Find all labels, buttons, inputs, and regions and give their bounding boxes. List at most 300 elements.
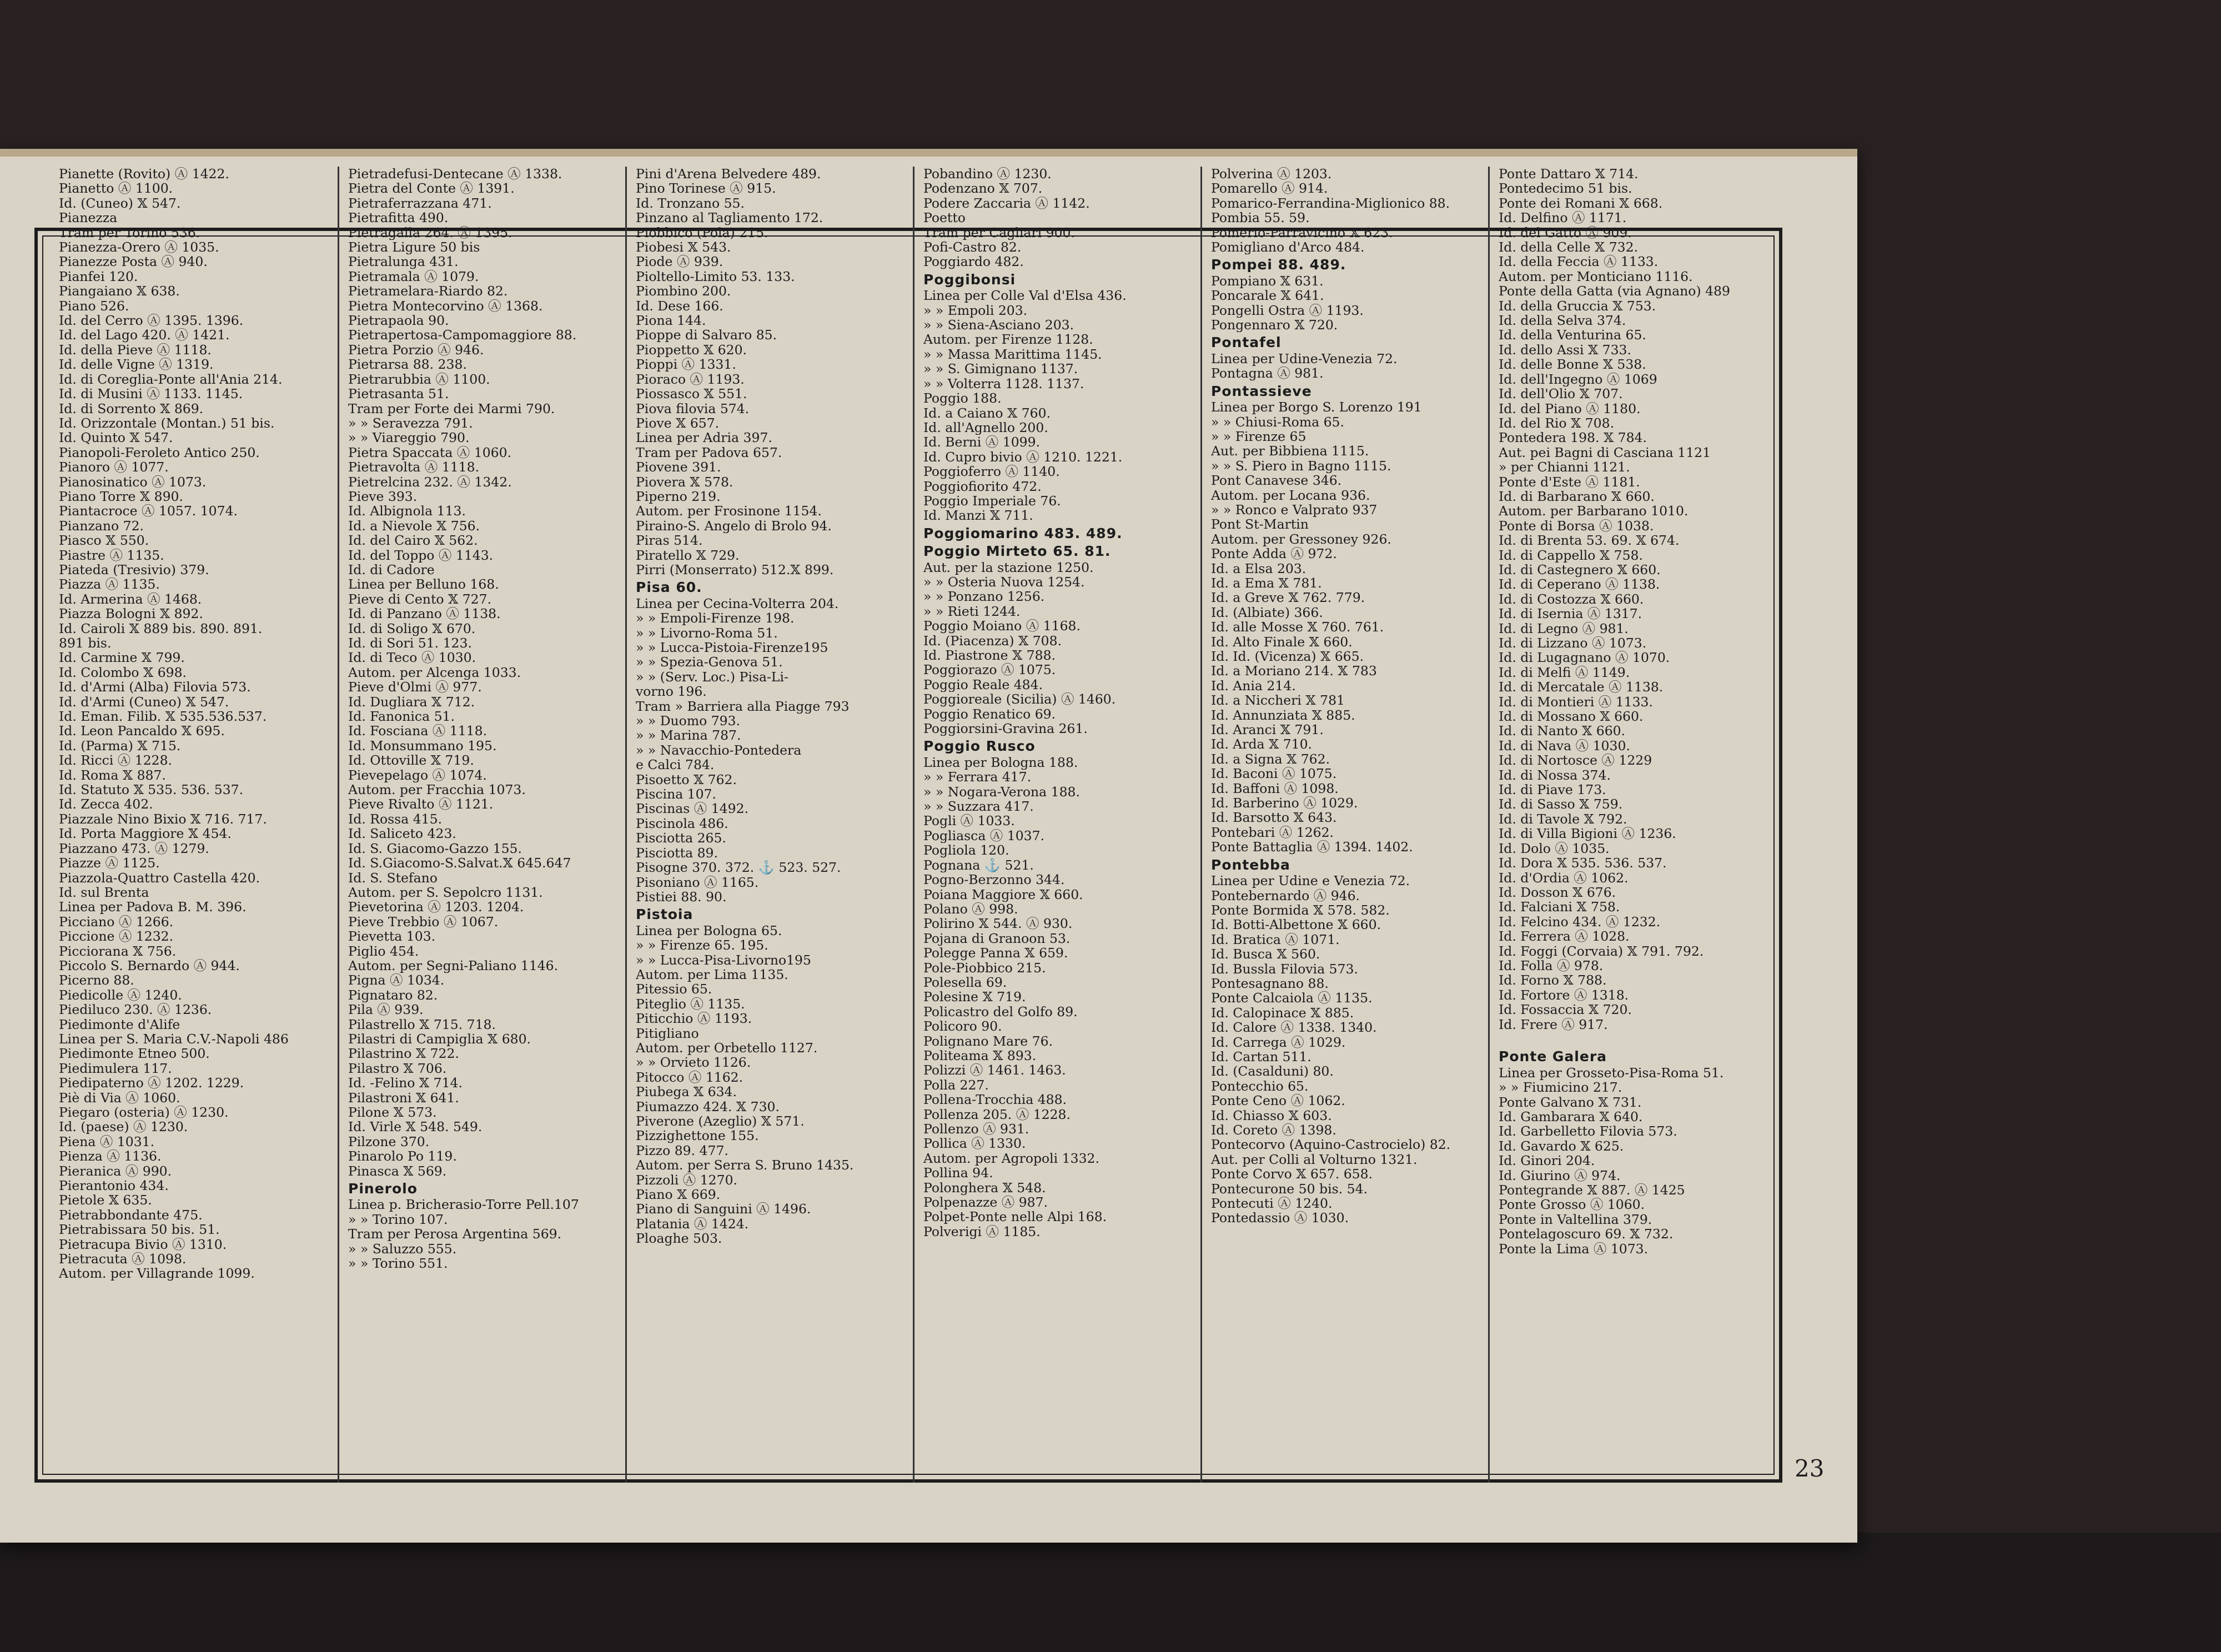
index-entry: Pianfei 120. — [59, 269, 138, 284]
index-entry: Id. di Nossa 374. — [1499, 767, 1611, 783]
index-entry: Piazze Ⓐ 1125. — [59, 856, 160, 871]
index-entry: Piglio 454. — [348, 943, 419, 958]
index-column-5 — [1200, 167, 1477, 1483]
index-entry: Id. Cairoli 𝕏 889 bis. 890. 891. — [59, 621, 263, 636]
index-entry: Pomarico-Ferrandina-Miglionico 88. — [1211, 195, 1450, 211]
index-entry: Ponte in Valtellina 379. — [1499, 1212, 1652, 1227]
index-entry: Id. del Rio 𝕏 708. — [1499, 415, 1615, 431]
index-entry: Piedimulera 117. — [59, 1061, 172, 1076]
index-entry: Id. Baffoni Ⓐ 1098. — [1211, 781, 1339, 796]
index-entry: Id. di Mercatale Ⓐ 1138. — [1499, 680, 1664, 695]
index-entry: Id. Quinto 𝕏 547. — [59, 430, 173, 445]
index-entry: Platania Ⓐ 1424. — [636, 1216, 749, 1232]
index-entry: Piedicolle Ⓐ 1240. — [59, 987, 182, 1003]
index-entry: Pignataro 82. — [348, 987, 438, 1003]
index-entry: Pontedera 198. 𝕏 784. — [1499, 430, 1647, 445]
index-entry: Id. della Gruccia 𝕏 753. — [1499, 298, 1656, 314]
index-entry: » » Lucca-Pistoia-Firenze195 — [636, 640, 828, 655]
index-entry: Piobesi 𝕏 543. — [636, 240, 731, 255]
index-entry: Pieve Rivalto Ⓐ 1121. — [348, 797, 494, 812]
index-entry: Pogno-Berzonno 344. — [923, 872, 1065, 887]
index-entry: Ponte Galera — [1499, 1050, 1607, 1064]
index-entry: Id. di Costozza 𝕏 660. — [1499, 591, 1644, 607]
index-entry: Pomigliano d'Arco 484. — [1211, 240, 1365, 255]
index-entry: Pietra Spaccata Ⓐ 1060. — [348, 445, 512, 460]
index-entry: Ponte Battaglia Ⓐ 1394. 1402. — [1211, 840, 1413, 855]
index-entry: Autom. per Serra S. Bruno 1435. — [636, 1158, 854, 1173]
index-entry: Pomerio-Parravicino 𝕏 623. — [1211, 225, 1393, 240]
index-entry: Pomarello Ⓐ 914. — [1211, 181, 1328, 196]
index-entry: Id. Busca 𝕏 560. — [1211, 947, 1320, 962]
index-column-2 — [338, 167, 614, 1483]
index-entry: Ponte Galvano 𝕏 731. — [1499, 1094, 1642, 1109]
index-entry: Pierantonio 434. — [59, 1178, 169, 1193]
index-entry: Pombia 55. 59. — [1211, 210, 1310, 225]
index-entry: Poggio 188. — [923, 391, 1002, 406]
index-entry: Pontegrande 𝕏 887. Ⓐ 1425 — [1499, 1183, 1685, 1198]
index-entry: Pilastrino 𝕏 722. — [348, 1046, 459, 1061]
index-entry: Pobandino Ⓐ 1230. — [923, 167, 1052, 182]
index-entry: Pisa 60. — [636, 580, 702, 595]
index-column-4 — [913, 167, 1189, 1483]
index-entry: Polignano Mare 76. — [923, 1033, 1053, 1048]
index-entry: Pizzo 89. 477. — [636, 1143, 728, 1158]
index-entry: Id. Carrega Ⓐ 1029. — [1211, 1035, 1346, 1050]
index-entry: Tram per Forte dei Marmi 790. — [348, 401, 555, 416]
index-entry: Piano 526. — [59, 298, 129, 314]
index-entry: Ponte d'Este Ⓐ 1181. — [1499, 474, 1640, 489]
index-entry: Linea per Adria 397. — [636, 430, 772, 445]
index-entry: Id. Felcino 434. Ⓐ 1232. — [1499, 914, 1661, 930]
index-entry: Id. di Brenta 53. 69. 𝕏 674. — [1499, 533, 1680, 548]
index-entry: Poncarale 𝕏 641. — [1211, 288, 1324, 303]
index-entry: Poiana Maggiore 𝕏 660. — [923, 887, 1083, 902]
index-entry: Id. di Lizzano Ⓐ 1073. — [1499, 636, 1647, 651]
index-entry: Id. di Lugagnano Ⓐ 1070. — [1499, 650, 1670, 665]
index-entry: Linea per Colle Val d'Elsa 436. — [923, 288, 1127, 303]
index-entry: Pioppe di Salvaro 85. — [636, 328, 777, 343]
index-entry: Tram per Perosa Argentina 569. — [348, 1227, 562, 1242]
index-entry: Id. Alto Finale 𝕏 660. — [1211, 634, 1353, 649]
index-entry: Id. Botti-Albettone 𝕏 660. — [1211, 917, 1381, 932]
index-entry: Piasco 𝕏 550. — [59, 533, 149, 548]
index-entry: Id. di Nava Ⓐ 1030. — [1499, 738, 1630, 754]
index-entry: Pietralunga 431. — [348, 254, 459, 269]
index-entry: Id. d'Ordia Ⓐ 1062. — [1499, 870, 1629, 885]
index-entry: Linea per Borgo S. Lorenzo 191 — [1211, 400, 1422, 415]
index-entry: Id. Rossa 415. — [348, 811, 443, 827]
index-entry: Pianzano 72. — [59, 518, 144, 534]
index-entry: Pietraferrazzana 471. — [348, 195, 492, 211]
index-entry: Autom. per Barbarano 1010. — [1499, 504, 1689, 519]
index-entry: » » Volterra 1128. 1137. — [923, 376, 1084, 391]
index-entry: Tram per Padova 657. — [636, 445, 782, 460]
index-entry: Tram per Torino 536. — [59, 225, 200, 240]
index-entry: Pilastri di Campiglia 𝕏 680. — [348, 1031, 531, 1047]
index-entry: Ponte Adda Ⓐ 972. — [1211, 546, 1337, 561]
index-entry — [1499, 1032, 1761, 1046]
index-entry: Linea per Udine e Venezia 72. — [1211, 873, 1410, 888]
index-entry: Id. della Selva 374. — [1499, 313, 1626, 328]
index-entry: Piazzola-Quattro Castella 420. — [59, 870, 260, 885]
index-entry: Linea per S. Maria C.V.-Napoli 486 — [59, 1031, 289, 1047]
index-entry: Id. Fosciana Ⓐ 1118. — [348, 724, 488, 739]
index-entry: » per Chianni 1121. — [1499, 460, 1630, 475]
index-entry: Id. di Panzano Ⓐ 1138. — [348, 606, 501, 621]
index-entry: Id. Ania 214. — [1211, 678, 1296, 694]
index-entry: Pontagna Ⓐ 981. — [1211, 366, 1324, 381]
index-entry: Pietrarsa 88. 238. — [348, 357, 467, 372]
index-entry: Pioraco Ⓐ 1193. — [636, 371, 745, 387]
index-entry: Autom. per Villagrande 1099. — [59, 1266, 255, 1281]
index-entry: Pietra Montecorvino Ⓐ 1368. — [348, 298, 543, 314]
index-entry: Polirino 𝕏 544. Ⓐ 930. — [923, 916, 1073, 931]
index-entry: » » Osteria Nuova 1254. — [923, 574, 1085, 590]
index-column-6 — [1488, 167, 1765, 1483]
index-entry: Linea per Cecina-Volterra 204. — [636, 596, 839, 611]
index-entry: Pontecuti Ⓐ 1240. — [1211, 1196, 1333, 1211]
index-entry: Id. del Piano Ⓐ 1180. — [1499, 401, 1641, 416]
index-entry: Pollica Ⓐ 1330. — [923, 1136, 1026, 1151]
index-entry: » » (Serv. Loc.) Pisa-Li- — [636, 669, 788, 685]
index-entry: Pilzone 370. — [348, 1134, 430, 1149]
index-entry: Pietramelara-Riardo 82. — [348, 284, 508, 299]
index-entry: Id. sul Brenta — [59, 885, 149, 900]
index-entry: Id. Aranci 𝕏 791. — [1211, 722, 1324, 737]
index-entry: Pino Torinese Ⓐ 915. — [636, 181, 776, 196]
index-entry: Pontecurone 50 bis. 54. — [1211, 1181, 1368, 1197]
index-entry: Piano di Sanguini Ⓐ 1496. — [636, 1202, 811, 1217]
index-entry: Pilastro 𝕏 706. — [348, 1061, 447, 1076]
index-entry: Id. di Melfi Ⓐ 1149. — [1499, 665, 1630, 680]
index-entry: Piediluco 230. Ⓐ 1236. — [59, 1002, 212, 1017]
index-entry: Piombino 200. — [636, 284, 731, 299]
index-entry: Pitessio 65. — [636, 982, 712, 997]
index-entry: » » Chiusi-Roma 65. — [1211, 414, 1344, 429]
index-entry: Pietole 𝕏 635. — [59, 1193, 152, 1208]
index-entry: Pizzighettone 155. — [636, 1128, 759, 1143]
index-entry: Pianopoli-Feroleto Antico 250. — [59, 445, 260, 460]
index-entry: Pisoniano Ⓐ 1165. — [636, 875, 759, 890]
index-entry: » » Fiumicino 217. — [1499, 1080, 1622, 1095]
index-entry: Piscina 107. — [636, 787, 717, 802]
index-entry: Poggibonsi — [923, 272, 1016, 288]
index-entry: Id. a Niccheri 𝕏 781 — [1211, 693, 1345, 708]
index-entry: Pontecchio 65. — [1211, 1078, 1309, 1094]
index-entry: Polano Ⓐ 998. — [923, 901, 1018, 917]
index-entry: Policastro del Golfo 89. — [923, 1004, 1078, 1020]
index-entry: Id. a Signa 𝕏 762. — [1211, 751, 1330, 767]
page-number: 23 — [1795, 1455, 1825, 1482]
index-entry: Id. Fortore Ⓐ 1318. — [1499, 987, 1629, 1003]
index-entry: e Calci 784. — [636, 757, 715, 772]
index-entry: Id. a Greve 𝕏 762. 779. — [1211, 590, 1365, 605]
index-entry: Policoro 90. — [923, 1019, 1002, 1034]
index-entry: Piras 514. — [636, 533, 703, 548]
index-entry: Piano Torre 𝕏 890. — [59, 489, 183, 504]
index-entry: Poggiomarino 483. 489. — [923, 526, 1123, 541]
index-entry: Id. di Nortosce Ⓐ 1229 — [1499, 753, 1652, 768]
index-entry: Pigna Ⓐ 1034. — [348, 973, 445, 988]
index-entry: Poggiorazo Ⓐ 1075. — [923, 662, 1056, 677]
index-entry: Linea per Bologna 65. — [636, 923, 782, 938]
index-entry: Id. S. Giacomo-Gazzo 155. — [348, 841, 522, 856]
index-entry: Polesine 𝕏 719. — [923, 990, 1026, 1005]
index-entry: Autom. per Gressoney 926. — [1211, 531, 1391, 547]
page-edge — [0, 149, 1857, 157]
index-entry: Pioppetto 𝕏 620. — [636, 342, 747, 358]
index-entry: Id. Fossaccia 𝕏 720. — [1499, 1002, 1632, 1017]
index-entry: Pianette (Rovito) Ⓐ 1422. — [59, 167, 229, 182]
index-entry: » » Empoli-Firenze 198. — [636, 611, 795, 626]
index-entry: Pieve 393. — [348, 489, 418, 504]
index-entry: Polpet-Ponte nelle Alpi 168. — [923, 1209, 1107, 1224]
index-entry: » » Ronco e Valprato 937 — [1211, 502, 1378, 518]
index-entry: » » Torino 107. — [348, 1212, 448, 1227]
index-entry: Pontesagnano 88. — [1211, 976, 1329, 991]
index-entry: Pistiei 88. 90. — [636, 889, 727, 905]
index-entry: Polverina Ⓐ 1203. — [1211, 167, 1332, 182]
index-entry: Pontedassio Ⓐ 1030. — [1211, 1211, 1349, 1226]
index-entry: Picerno 88. — [59, 973, 134, 988]
index-entry: Id. S.Giacomo-S.Salvat.𝕏 645.647 — [348, 856, 571, 871]
index-entry: Id. di Sorrento 𝕏 869. — [59, 401, 204, 416]
index-entry: Id. Chiasso 𝕏 603. — [1211, 1108, 1332, 1123]
index-entry: Piastre Ⓐ 1135. — [59, 548, 164, 563]
index-entry: Id. Saliceto 423. — [348, 826, 456, 841]
index-entry: Piangaiano 𝕏 638. — [59, 284, 180, 299]
index-entry: Pontedecimo 51 bis. — [1499, 181, 1632, 196]
index-entry: Pilone 𝕏 573. — [348, 1105, 437, 1120]
index-entry: Linea per Padova B. M. 396. — [59, 900, 247, 915]
index-entry: Piova filovia 574. — [636, 401, 750, 416]
index-entry: Aut. per Colli al Volturno 1321. — [1211, 1152, 1418, 1167]
index-entry: Piscinola 486. — [636, 816, 728, 831]
index-entry: Pioltello-Limito 53. 133. — [636, 269, 795, 284]
index-entry: Id. d'Armi (Alba) Filovia 573. — [59, 680, 251, 695]
index-entry: Id. di Legno Ⓐ 981. — [1499, 621, 1629, 636]
index-entry: » » Siena-Asciano 203. — [923, 318, 1074, 333]
index-entry: Id. Albignola 113. — [348, 504, 466, 519]
index-entry: Id. Forno 𝕏 788. — [1499, 973, 1607, 988]
index-entry: Pietrabbondante 475. — [59, 1207, 203, 1223]
index-entry: Id. Barberino Ⓐ 1029. — [1211, 796, 1358, 811]
index-entry: Poggio Rusco — [923, 739, 1036, 754]
index-entry: Pietramala Ⓐ 1079. — [348, 269, 479, 284]
index-entry: Piratello 𝕏 729. — [636, 548, 740, 563]
index-entry: Aut. pei Bagni di Casciana 1121 — [1499, 445, 1711, 460]
index-entry: Id. Dugliara 𝕏 712. — [348, 694, 475, 710]
index-entry: Pontecorvo (Aquino-Castrocielo) 82. — [1211, 1137, 1451, 1152]
index-entry: Pompiano 𝕏 631. — [1211, 273, 1324, 289]
index-entry: Pievetta 103. — [348, 929, 436, 944]
index-entry: Polverigi Ⓐ 1185. — [923, 1224, 1041, 1239]
index-entry: Pompei 88. 489. — [1211, 258, 1346, 273]
index-entry: Ponte Dattaro 𝕏 714. — [1499, 167, 1639, 182]
index-entry: Picciorana 𝕏 756. — [59, 943, 177, 958]
index-entry: » » Livorno-Roma 51. — [636, 625, 778, 640]
index-entry: Pievetorina Ⓐ 1203. 1204. — [348, 900, 524, 915]
index-entry: » » Lucca-Pisa-Livorno195 — [636, 952, 811, 967]
index-entry: Piode Ⓐ 939. — [636, 254, 723, 269]
index-entry: Pogli Ⓐ 1033. — [923, 814, 1015, 828]
index-entry: Id. di Coreglia-Ponte all'Ania 214. — [59, 371, 283, 387]
index-entry: Poggiorsini-Gravina 261. — [923, 721, 1088, 736]
index-entry: Pont St-Martin — [1211, 517, 1309, 532]
index-entry: Id. di Barbarano 𝕏 660. — [1499, 489, 1655, 504]
index-entry: Id. di Piave 173. — [1499, 782, 1606, 797]
index-entry: Id. (Piacenza) 𝕏 708. — [923, 633, 1062, 648]
index-entry: Pila Ⓐ 939. — [348, 1002, 424, 1017]
index-entry: Piteglio Ⓐ 1135. — [636, 996, 745, 1012]
index-entry: Id. Id. (Vicenza) 𝕏 665. — [1211, 649, 1364, 664]
index-entry: Piovera 𝕏 578. — [636, 474, 733, 489]
background-bottom — [0, 1533, 2221, 1652]
index-entry: Polonghera 𝕏 548. — [923, 1180, 1046, 1196]
index-entry: Ponte Calcaiola Ⓐ 1135. — [1211, 991, 1373, 1006]
index-entry: Id. Ottoville 𝕏 719. — [348, 753, 474, 768]
index-entry: Ponte Ceno Ⓐ 1062. — [1211, 1093, 1345, 1108]
index-entry: Piperno 219. — [636, 489, 721, 504]
index-entry: Pinerolo — [348, 1182, 418, 1197]
index-entry: » » S. Gimignano 1137. — [923, 361, 1078, 376]
index-entry: Autom. per Frosinone 1154. — [636, 504, 822, 519]
index-entry: Id. Eman. Filib. 𝕏 535.536.537. — [59, 709, 267, 724]
index-entry: Pietravolta Ⓐ 1118. — [348, 460, 480, 475]
index-entry: Autom. per S. Sepolcro 1131. — [348, 885, 543, 900]
index-entry: Piazzano 473. Ⓐ 1279. — [59, 841, 209, 856]
index-entry: Id. Fanonica 51. — [348, 709, 455, 724]
index-entry: Pistoia — [636, 907, 694, 922]
index-entry: Id. di Tavole 𝕏 792. — [1499, 811, 1627, 827]
index-entry: Aut. per la stazione 1250. — [923, 560, 1094, 575]
index-entry: Id. di Villa Bigioni Ⓐ 1236. — [1499, 826, 1676, 841]
index-entry: Pognana ⚓ 521. — [923, 857, 1034, 873]
index-entry: Piona 144. — [636, 313, 706, 328]
index-entry: Id. di Cadore — [348, 562, 435, 578]
index-entry: Id. di Teco Ⓐ 1030. — [348, 650, 476, 665]
index-entry: Id. Leon Pancaldo 𝕏 695. — [59, 724, 225, 739]
index-entry: » » Rieti 1244. — [923, 604, 1021, 619]
index-entry: Aut. per Bibbiena 1115. — [1211, 444, 1369, 459]
index-entry: Pitigliano — [636, 1026, 699, 1041]
index-entry: » » Massa Marittima 1145. — [923, 347, 1102, 362]
index-entry: Id. di Mossano 𝕏 660. — [1499, 709, 1644, 724]
index-entry: Autom. per Orbetello 1127. — [636, 1040, 818, 1056]
index-entry: » » Torino 551. — [348, 1256, 448, 1271]
index-column-1 — [50, 167, 326, 1483]
index-entry: Piobbico (Pola) 215. — [636, 225, 768, 240]
index-entry: Polesella 69. — [923, 975, 1007, 990]
index-entry: Id. dell'Ingegno Ⓐ 1069 — [1499, 371, 1657, 387]
index-entry: Piantacroce Ⓐ 1057. 1074. — [59, 504, 238, 519]
index-entry: Id. a Caiano 𝕏 760. — [923, 405, 1051, 420]
index-entry: Pinasca 𝕏 569. — [348, 1163, 447, 1179]
index-entry: Autom. per Locana 936. — [1211, 488, 1370, 503]
index-entry: Autom. per Lima 1135. — [636, 967, 788, 982]
index-entry: Id. di Musini Ⓐ 1133. 1145. — [59, 386, 243, 401]
index-entry: Pienza Ⓐ 1136. — [59, 1149, 162, 1164]
index-entry: Autom. per Firenze 1128. — [923, 332, 1093, 347]
index-entry: Id. d'Armi (Cuneo) 𝕏 547. — [59, 694, 229, 710]
index-entry: Polpenazze Ⓐ 987. — [923, 1195, 1048, 1210]
index-entry: Id. Bussla Filovia 573. — [1211, 961, 1358, 976]
index-entry: Id. (Cuneo) 𝕏 547. — [59, 195, 181, 211]
index-entry: Id. della Feccia Ⓐ 1133. — [1499, 254, 1659, 269]
index-entry: Id. dell'Olio 𝕏 707. — [1499, 386, 1623, 401]
index-entry: Pianosinatico Ⓐ 1073. — [59, 474, 207, 489]
index-entry: Id. Manzi 𝕏 711. — [923, 508, 1033, 523]
index-entry: Id. del Toppo Ⓐ 1143. — [348, 548, 494, 563]
index-entry: Piccione Ⓐ 1232. — [59, 929, 174, 944]
index-entry: Pianezza — [59, 210, 118, 225]
index-entry: Id. del Cairo 𝕏 562. — [348, 533, 478, 548]
index-entry: Id. Bratica Ⓐ 1071. — [1211, 932, 1340, 947]
index-entry: Pojana di Granoon 53. — [923, 931, 1071, 946]
index-entry: Piedipaterno Ⓐ 1202. 1229. — [59, 1076, 244, 1091]
index-entry: Pofi-Castro 82. — [923, 240, 1022, 255]
index-entry: Ponte di Borsa Ⓐ 1038. — [1499, 518, 1654, 534]
index-entry: Id. Cupro bivio Ⓐ 1210. 1221. — [923, 449, 1123, 465]
index-entry: Id. Ginori 204. — [1499, 1153, 1595, 1168]
index-entry: Id. Calopinace 𝕏 885. — [1211, 1005, 1354, 1021]
index-entry: » » Ferrara 417. — [923, 770, 1032, 785]
index-entry: Id. Monsummano 195. — [348, 738, 497, 754]
index-entry: Pontebernardo Ⓐ 946. — [1211, 888, 1360, 903]
index-entry: Id. Dese 166. — [636, 298, 723, 314]
index-entry: » » Saluzzo 555. — [348, 1241, 457, 1257]
index-entry: Piove 𝕏 657. — [636, 415, 720, 431]
index-entry: Id. (Casalduni) 80. — [1211, 1064, 1334, 1079]
index-entry: Autom. per Fracchia 1073. — [348, 782, 526, 797]
index-entry: » » Viareggio 790. — [348, 430, 470, 445]
index-entry: Ponte la Lima Ⓐ 1073. — [1499, 1241, 1649, 1257]
index-entry: Pieve d'Olmi Ⓐ 977. — [348, 680, 482, 695]
index-entry: Pietrabissara 50 bis. 51. — [59, 1222, 220, 1237]
index-entry: Id. della Venturina 65. — [1499, 328, 1646, 343]
index-entry: Poggiofiorito 472. — [923, 479, 1042, 494]
index-entry: Id. Calore Ⓐ 1338. 1340. — [1211, 1020, 1377, 1035]
index-entry: Pievepelago Ⓐ 1074. — [348, 767, 487, 783]
index-entry: Id. Garbelletto Filovia 573. — [1499, 1124, 1677, 1139]
index-entry: » » Suzzara 417. — [923, 799, 1034, 814]
index-entry: Pieve Trebbio Ⓐ 1067. — [348, 914, 499, 930]
index-entry: Id. (paese) Ⓐ 1230. — [59, 1119, 188, 1134]
index-entry: Id. del Cerro Ⓐ 1395. 1396. — [59, 313, 244, 328]
index-entry: Autom. per Alcenga 1033. — [348, 665, 521, 680]
index-entry: Pilastroni 𝕏 641. — [348, 1090, 459, 1105]
index-entry: Pini d'Arena Belvedere 489. — [636, 167, 821, 182]
index-entry: Pitocco Ⓐ 1162. — [636, 1069, 743, 1085]
index-entry: Piubega 𝕏 634. — [636, 1084, 737, 1099]
index-entry: Id. di Isernia Ⓐ 1317. — [1499, 606, 1642, 621]
index-entry: Id. del Lago 420. Ⓐ 1421. — [59, 328, 230, 343]
index-entry: Linea per Bologna 188. — [923, 755, 1078, 770]
index-entry: Id. della Pieve Ⓐ 1118. — [59, 342, 212, 358]
index-entry: » » Ponzano 1256. — [923, 589, 1045, 604]
index-entry: Linea p. Bricherasio-Torre Pell.107 — [348, 1197, 579, 1212]
index-entry: 891 bis. — [59, 636, 112, 651]
index-entry: Piazzale Nino Bixio 𝕏 716. 717. — [59, 811, 267, 827]
index-entry: Id. Ricci Ⓐ 1228. — [59, 753, 173, 768]
index-column-3 — [625, 167, 902, 1483]
index-entry: Id. Orizzontale (Montan.) 51 bis. — [59, 415, 275, 431]
index-entry: Pont Canavese 346. — [1211, 473, 1342, 488]
index-entry: Pietrapertosa-Campomaggiore 88. — [348, 328, 577, 343]
index-entry: vorno 196. — [636, 684, 707, 699]
index-entry: Id. Dolo Ⓐ 1035. — [1499, 841, 1610, 856]
index-entry: Pontassieve — [1211, 384, 1312, 399]
